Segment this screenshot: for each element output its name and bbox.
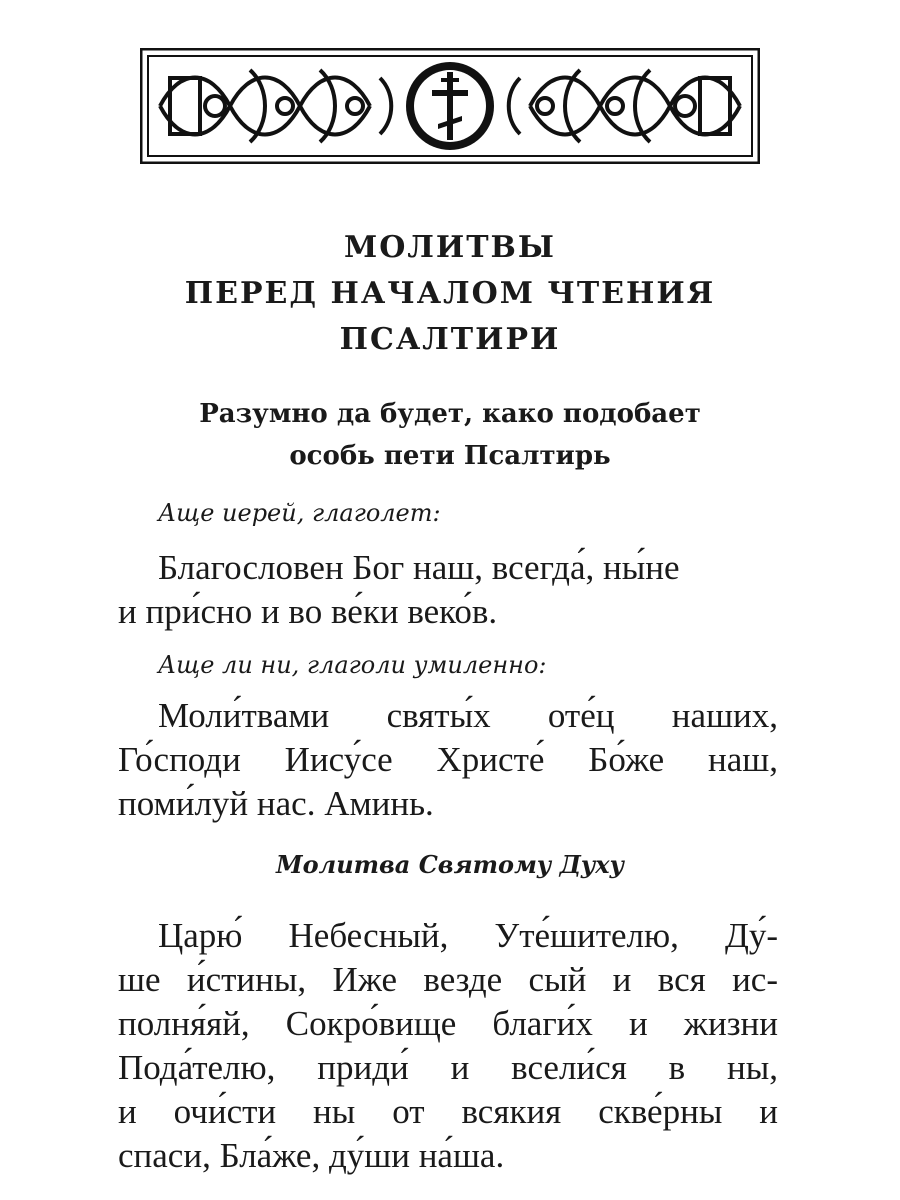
text-line: Царю́ Небесный, Уте́шителю, Ду́- [158,916,778,955]
text-line: и очи́сти ны от всякия скве́рны и [118,1092,778,1131]
title-line-1: МОЛИТВЫ [344,230,556,265]
text-line: полня́яй, Сокро́вище благи́х и жизни [118,1004,778,1043]
rubric-layman: Аще ли ни, глаголи умиленно: [158,651,547,679]
rubric-holy-spirit: Молитва Святому Духу [276,850,624,879]
text-line: ше и́стины, Иже везде сый и вся ис- [118,960,778,999]
subtitle-line-2: особь пети Псалтирь [289,441,611,471]
title-line-3: ПСАЛТИРИ [339,322,561,357]
orthodox-cross-icon [406,62,494,150]
text-line: Моли́твами святы́х оте́ц наших, [158,696,778,735]
title-line-2: ПЕРЕД НАЧАЛОМ ЧТЕНИЯ [184,276,716,311]
text-line: Го́споди Иису́се Христе́ Бо́же наш, [118,740,778,779]
text-line: поми́луй нас. Аминь. [118,784,434,823]
celtic-knot-ornament [140,48,760,164]
text-line: Благословен Бог наш, всегда́, ны́не [158,548,680,587]
text-line: спаси, Бла́же, ду́ши на́ша. [118,1136,505,1175]
rubric-priest: Аще иерей, глаголет: [158,499,441,527]
subtitle-line-1: Разумно да будет, како подобает [199,399,701,429]
text-line: Пода́телю, приди́ и всели́ся в ны, [118,1048,778,1087]
text-line: и при́сно и во ве́ки веко́в. [118,592,498,631]
